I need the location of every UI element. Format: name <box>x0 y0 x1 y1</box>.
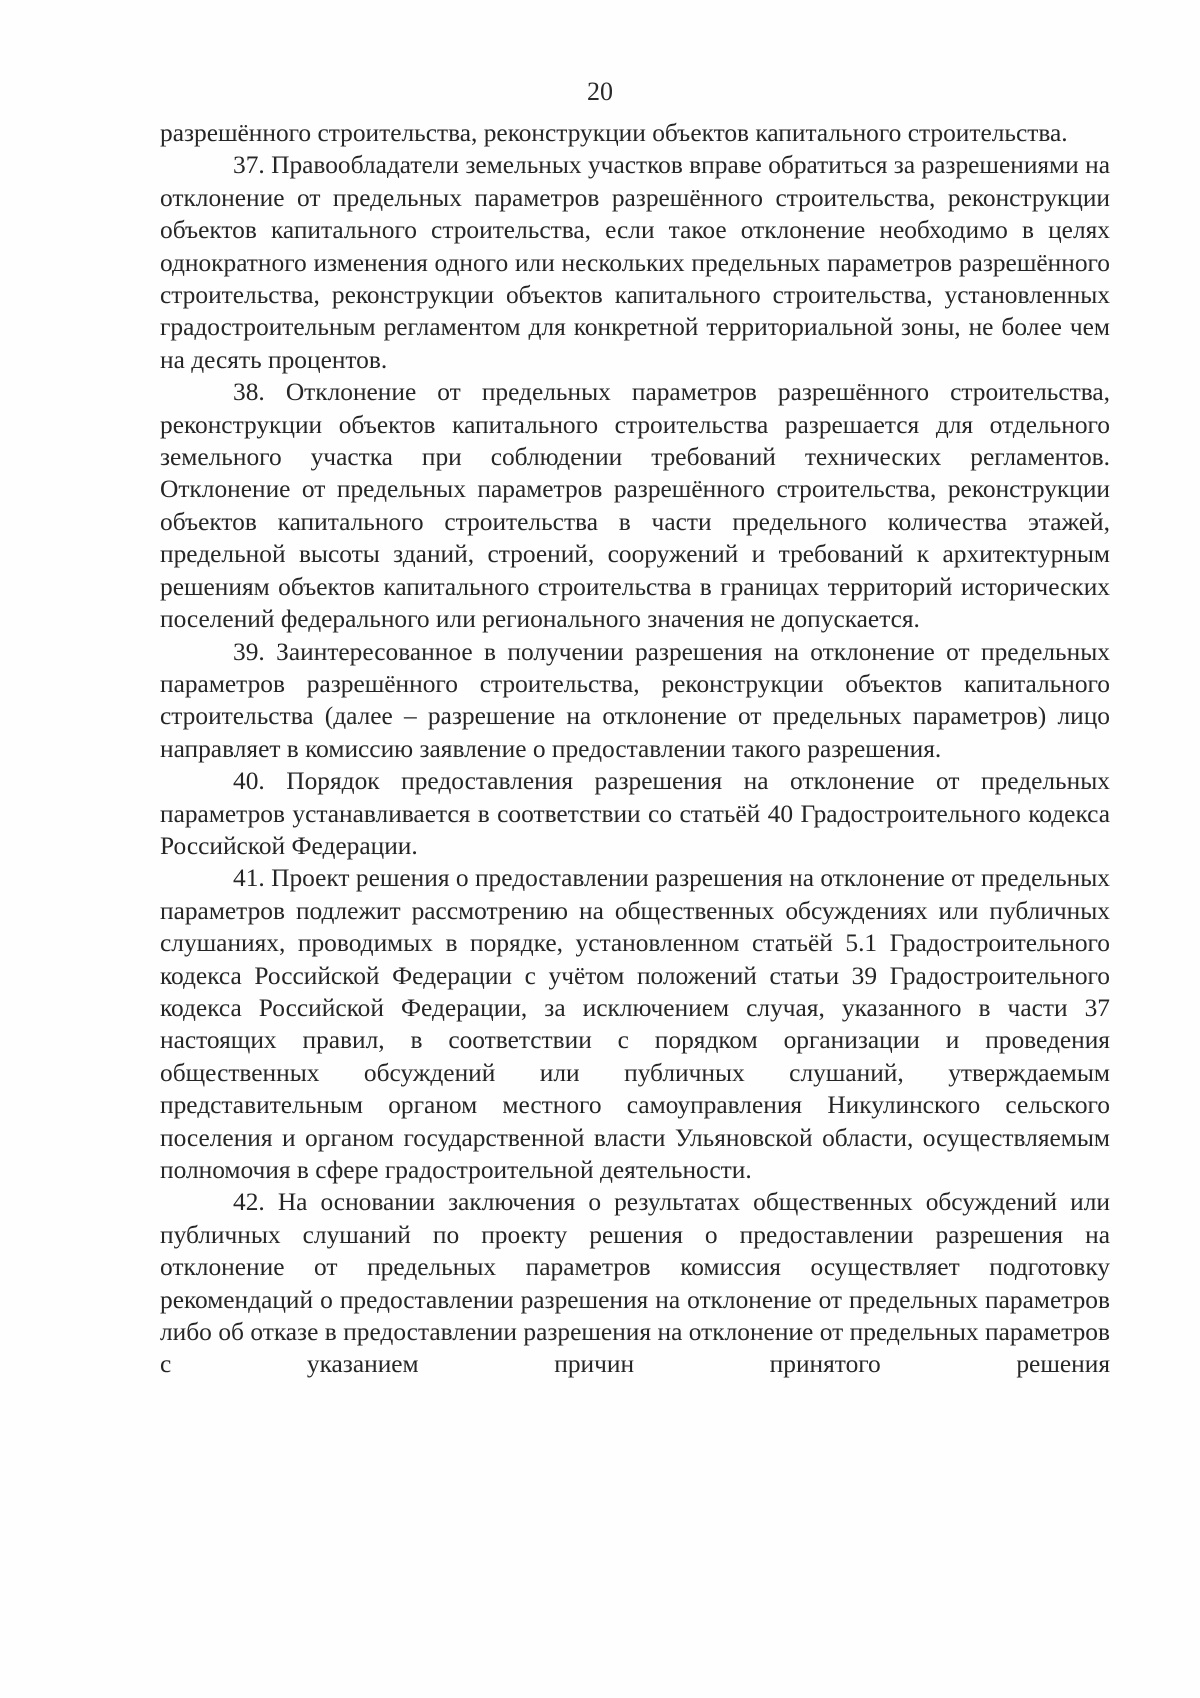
paragraph-number: 38. <box>233 378 265 407</box>
page-number: 20 <box>587 77 613 106</box>
paragraph-38 <box>160 376 1110 635</box>
paragraph-text: Проект решения о предоставлении разрешения на отклонение от предельных параметров подлежит рассмотрению на общественных обсуждениях или публичных слушаниях, проводимых в порядке, установленном статьёй 5.1 Градостроительного кодекса Российской Федерации с учётом положений статьи 39 Градостроительного кодекса Российской Федерации, за исключением случая, указанного в части 37 настоящих правил, в соответствии с порядком организации и проведения общественных обсуждений или публичных слушаний, утверждаемым представительным органом местного самоуправления Никулинского сельского поселения и органом государственной власти Ульяновской области, осуществляемым полномочия в сфере градостроительной деятельности. <box>160 864 1110 1184</box>
paragraph-text: Правообладатели земельных участков вправе обратиться за разрешениями на отклонение от предельных параметров разрешённого строительства, реконструкции объектов капитального строительства, если такое отклонение необходимо в целях однократного изменения одного или нескольких предельных параметров разрешённого строительства, реконструкции объектов капитального строительства, установленных градостроительным регламентом для конкретной территориальной зоны, не более чем на десять процентов. <box>160 151 1110 374</box>
paragraph-number: 39. <box>233 637 265 666</box>
paragraph-text: разрешённого строительства, реконструкции объектов капитального строительства. <box>160 119 1068 147</box>
paragraph-text: Заинтересованное в получении разрешения на отклонение от предельных параметров разрешённого строительства, реконструкции объектов капитального строительства (далее – разрешение на отклонение от предельных параметров) лицо направляет в комиссию заявление о предоставлении такого разрешения. <box>160 637 1110 763</box>
paragraph-text: Отклонение от предельных параметров разрешённого строительства, реконструкции объектов капитального строительства разрешается для отдельного земельного участка при соблюдении требований технических регламентов. Отклонение от предельных параметров разрешённого строительства, реконструкции объектов капитального строительства в части предельного количества этажей, предельной высоты зданий, строений, сооружений и требований к архитектурным решениям объектов капитального строительства в границах территорий исторических поселений федерального или регионального значения не допускается. <box>160 378 1110 634</box>
paragraph-39 <box>160 636 1110 766</box>
paragraph-text: На основании заключения о результатах общественных обсуждений или публичных слушаний по проекту решения о предоставлении разрешения на отклонение от предельных параметров комиссия осуществляет подготовку рекомендаций о предоставлении разрешения на отклонение от предельных параметров либо об отказе в предоставлении разрешения на отклонение от предельных параметров с указанием причин принятого решения <box>160 1188 1110 1379</box>
paragraph-40 <box>160 765 1110 862</box>
paragraph-text: Порядок предоставления разрешения на отклонение от предельных параметров устанавливается в соответствии со статьёй 40 Градостроительного кодекса Российской Федерации. <box>160 767 1110 860</box>
paragraph-continuation <box>160 117 1110 149</box>
paragraph-number: 40. <box>233 767 265 796</box>
paragraph-number: 41. <box>233 864 265 893</box>
paragraph-42 <box>160 1186 1110 1380</box>
paragraph-37 <box>160 149 1110 376</box>
paragraph-41 <box>160 862 1110 1186</box>
document-body <box>160 117 1110 1381</box>
paragraph-number: 37. <box>233 151 265 180</box>
paragraph-number: 42. <box>233 1188 265 1217</box>
